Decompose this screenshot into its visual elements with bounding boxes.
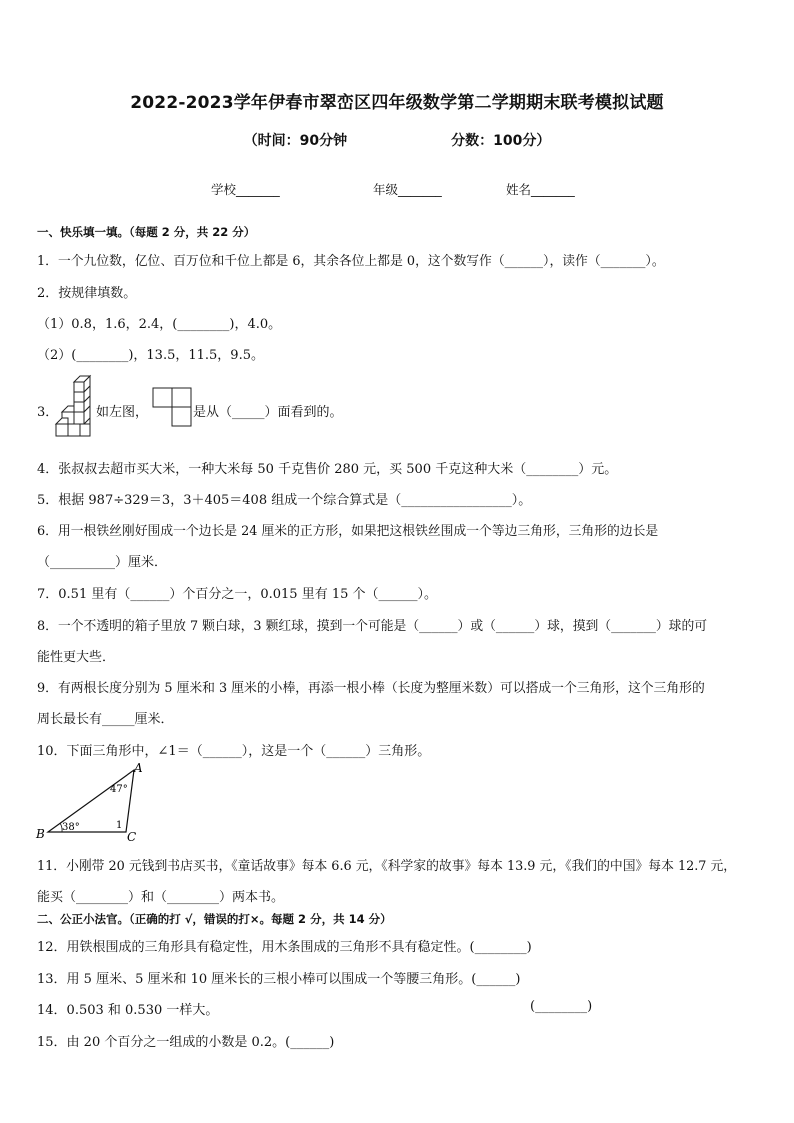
vertex-b-label: B [36, 827, 45, 841]
question-4: 4．张叔叔去超市买大米，一种大米每 50 千克售价 280 元，买 500 千克这种大米（________）元。 [37, 462, 618, 477]
triangle-figure [36, 762, 146, 842]
question-2-part-2: （2）(________)，13.5，11.5，9.5。 [37, 348, 264, 363]
section-2-heading: 二、公正小法官。（正确的打 √，错误的打×。每题 2 分，共 14 分） [37, 912, 392, 926]
page-title: 2022-2023学年伊春市翠峦区四年级数学第二学期期末联考模拟试题 [130, 93, 664, 113]
question-3-number: 3． [37, 405, 59, 420]
question-1: 1．一个九位数，亿位、百万位和千位上都是 6，其余各位上都是 0，这个数写作（______），读作（_______）。 [37, 254, 665, 269]
question-6-line-2: （__________）厘米． [37, 555, 168, 570]
exam-subtitle [0, 130, 794, 150]
score-label: 分数：100分） [451, 133, 551, 149]
vertex-a-label: A [134, 761, 143, 775]
question-9-line-1: 9．有两根长度分别为 5 厘米和 3 厘米的小棒，再添一根小棒（长度为整厘米数）可以搭成一个三角形，这个三角形的 [37, 681, 705, 696]
question-6-line-1: 6．用一根铁丝刚好围成一个边长是 24 厘米的正方形，如果把这根铁丝围成一个等边三角形，三角形的边长是 [37, 524, 659, 539]
question-11-line-2: 能买（________）和（________）两本书。 [37, 890, 285, 905]
question-15: 15．由 20 个百分之一组成的小数是 0.2。(______) [37, 1035, 335, 1050]
name-field: 姓名_______ [506, 182, 575, 197]
question-10: 10．下面三角形中，∠1＝（______），这是一个（______）三角形。 [37, 744, 431, 759]
question-14-answer-blank: (________) [530, 999, 593, 1014]
school-field: 学校_______ [211, 182, 280, 197]
question-3-text-a: 如左图， [96, 405, 149, 420]
section-1-heading: 一、快乐填一填。（每题 2 分，共 22 分） [37, 225, 256, 239]
question-2-part-1: （1）0.8，1.6，2.4，(________)，4.0。 [37, 317, 282, 332]
time-label: （时间：90分钟 [243, 133, 348, 149]
question-14: 14．0.503 和 0.530 一样大。 [37, 1003, 219, 1018]
view-grid-figure [153, 388, 193, 428]
vertex-c-label: C [127, 830, 137, 844]
question-8-line-1: 8．一个不透明的箱子里放 7 颗白球，3 颗红球，摸到一个可能是（______）或（______）球，摸到（_______）球的可 [37, 619, 708, 634]
angle-b-label: 38° [62, 822, 80, 833]
question-13: 13．用 5 厘米、5 厘米和 10 厘米长的三根小棒可以围成一个等腰三角形。(______) [37, 972, 521, 987]
question-11-line-1: 11．小刚带 20 元钱到书店买书，《童话故事》每本 6.6 元，《科学家的故事》每本 13.9 元，《我们的中国》每本 12.7 元， [37, 859, 737, 874]
grade-field: 年级_______ [373, 182, 442, 197]
angle-1-label: 1 [116, 820, 123, 831]
question-7: 7．0.51 里有（______）个百分之一，0.015 里有 15 个（______）。 [37, 587, 438, 602]
question-3-text-b: 是从（_____）面看到的。 [193, 405, 343, 420]
question-5: 5．根据 987÷329＝3，3＋405＝408 组成一个综合算式是（_________________）。 [37, 493, 532, 508]
question-8-line-2: 能性更大些． [37, 650, 116, 665]
question-2: 2．按规律填数。 [37, 286, 137, 301]
question-9-line-2: 周长最长有_____厘米． [37, 712, 174, 727]
question-12: 12．用铁根围成的三角形具有稳定性，用木条围成的三角形不具有稳定性。(________) [37, 940, 532, 955]
cube-stack-figure [56, 376, 96, 438]
angle-a-label: 47° [110, 784, 128, 795]
